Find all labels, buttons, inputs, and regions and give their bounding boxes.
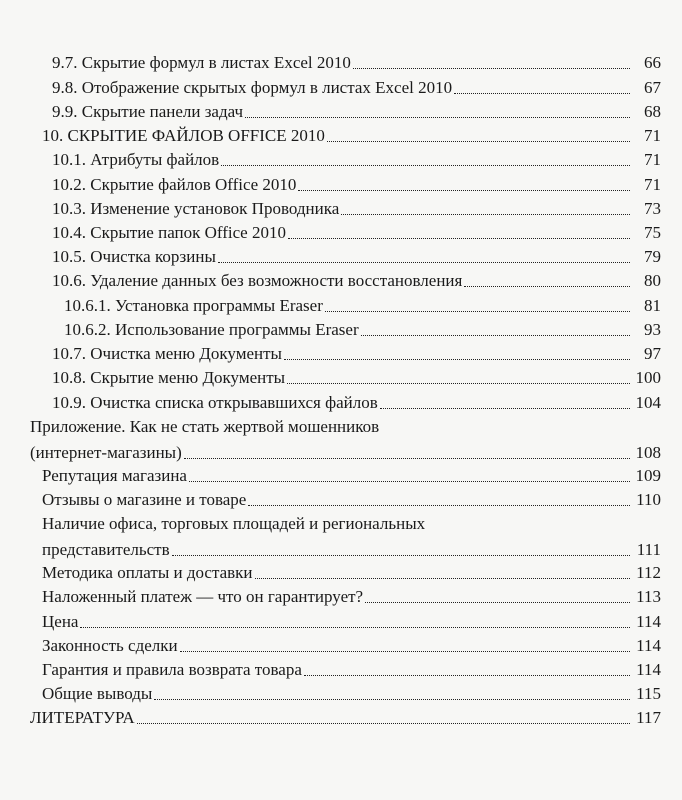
toc-entry <box>42 514 661 560</box>
toc-entry <box>52 102 661 122</box>
dot-leader <box>80 627 630 628</box>
toc-entry-title-continuation: представительств <box>42 540 170 559</box>
dot-leader <box>341 214 630 215</box>
dot-leader <box>172 555 630 556</box>
toc-entry <box>52 175 661 195</box>
toc-entry <box>30 417 661 463</box>
toc-entry <box>52 223 661 243</box>
toc-entry-page: 79 <box>644 247 661 266</box>
toc-entry-title: 9.8. Отображение скрытых формул в листах Excel 2010 <box>52 78 453 97</box>
toc-entry-title: 10.6. Удаление данных без возможности восстановления <box>52 271 463 290</box>
dot-leader <box>184 458 630 459</box>
toc-entry <box>42 466 661 486</box>
toc-entry <box>42 587 661 607</box>
toc-entry-title: 10. СКРЫТИЕ ФАЙЛОВ OFFICE 2010 <box>42 126 325 145</box>
toc-entry-title: 9.9. Скрытие панели задач <box>52 102 244 121</box>
toc-entry-page: 114 <box>636 612 661 631</box>
dot-leader <box>304 675 630 676</box>
toc-entry-title: 10.6.2. Использование программы Eraser <box>64 320 359 339</box>
toc-entry-title-continuation: (интернет-магазины) <box>30 443 182 462</box>
toc-entry-title: 9.7. Скрытие формул в листах Excel 2010 <box>52 53 351 72</box>
toc-entry-page: 73 <box>644 199 661 218</box>
toc-entry-title: Репутация магазина <box>42 466 187 485</box>
toc-entry <box>42 612 661 632</box>
toc-entry-page: 80 <box>644 271 661 290</box>
toc-entry-page: 117 <box>636 708 661 727</box>
toc-entry <box>64 320 661 340</box>
toc-entry-page: 108 <box>635 443 661 462</box>
toc-entry-title: 10.1. Атрибуты файлов <box>52 150 220 169</box>
dot-leader <box>361 335 630 336</box>
dot-leader <box>288 238 630 239</box>
dot-leader <box>218 262 630 263</box>
toc-entry <box>30 708 661 728</box>
toc-entry <box>52 393 661 413</box>
toc-entry <box>42 490 661 510</box>
toc-entry-title: Наложенный платеж — что он гарантирует? <box>42 587 364 606</box>
toc-entry-title: Методика оплаты и доставки <box>42 563 253 582</box>
dot-leader <box>353 68 630 69</box>
dot-leader <box>287 383 630 384</box>
toc-entry-title: Приложение. Как не стать жертвой мошенников <box>30 417 380 436</box>
toc-entry-title: 10.5. Очистка корзины <box>52 247 216 266</box>
toc-entry-page: 111 <box>636 540 661 559</box>
toc-entry-title: Наличие офиса, торговых площадей и региональных <box>42 514 426 533</box>
dot-leader <box>245 117 630 118</box>
toc-entry-page: 104 <box>635 393 661 412</box>
dot-leader <box>325 311 630 312</box>
dot-leader <box>221 165 630 166</box>
toc-entry-page: 115 <box>636 684 661 703</box>
toc-entry-page: 100 <box>635 368 661 387</box>
dot-leader <box>189 481 630 482</box>
toc-entry-title: Общие выводы <box>42 684 153 703</box>
toc-entry-page: 75 <box>644 223 661 242</box>
dot-leader <box>380 408 630 409</box>
toc-entry <box>52 368 661 388</box>
toc-entry <box>42 126 661 146</box>
toc-entry <box>52 344 661 364</box>
toc-entry <box>42 563 661 583</box>
toc-entry-title: 10.4. Скрытие папок Office 2010 <box>52 223 286 242</box>
toc-entry-title: Цена <box>42 612 79 631</box>
toc-entry-page: 68 <box>644 102 661 121</box>
toc-entry-page: 114 <box>636 660 661 679</box>
toc-entry-title: 10.9. Очистка списка открывавшихся файлов <box>52 393 378 412</box>
toc-entry-title: 10.2. Скрытие файлов Office 2010 <box>52 175 297 194</box>
toc-entry-page: 110 <box>636 490 661 509</box>
toc-entry-page: 113 <box>636 587 661 606</box>
toc-entry-page: 67 <box>644 78 661 97</box>
dot-leader <box>327 141 630 142</box>
dot-leader <box>365 602 630 603</box>
toc-entry-title: Отзывы о магазине и товаре <box>42 490 247 509</box>
toc-entry <box>42 636 661 656</box>
toc-entry-title: 10.7. Очистка меню Документы <box>52 344 282 363</box>
toc-entry <box>52 150 661 170</box>
toc-entry-page: 97 <box>644 344 661 363</box>
dot-leader <box>464 286 630 287</box>
toc-entry <box>42 684 661 704</box>
toc-entry-title: 10.6.1. Установка программы Eraser <box>64 296 323 315</box>
toc-entry-page: 71 <box>644 175 661 194</box>
toc-entry-page: 81 <box>644 296 661 315</box>
toc-entry-page: 71 <box>644 150 661 169</box>
toc-entry-title: Законность сделки <box>42 636 178 655</box>
toc-entry-page: 114 <box>636 636 661 655</box>
dot-leader <box>137 723 630 724</box>
dot-leader <box>180 651 630 652</box>
toc-entry-page: 71 <box>644 126 661 145</box>
toc-entry <box>64 296 661 316</box>
dot-leader <box>284 359 630 360</box>
toc-entry-title: ЛИТЕРАТУРА <box>30 708 135 727</box>
toc-entry-title: Гарантия и правила возврата товара <box>42 660 302 679</box>
dot-leader <box>298 190 630 191</box>
toc-entry-page: 112 <box>636 563 661 582</box>
toc-entry <box>52 247 661 267</box>
toc-entry <box>42 660 661 680</box>
toc-entry-page: 109 <box>635 466 661 485</box>
dot-leader <box>248 505 630 506</box>
toc-entry-title: 10.8. Скрытие меню Документы <box>52 368 286 387</box>
dot-leader <box>454 93 630 94</box>
toc-entry <box>52 199 661 219</box>
toc-entry <box>52 53 661 73</box>
toc-entry-page: 93 <box>644 320 661 339</box>
dot-leader <box>255 578 630 579</box>
toc-entry <box>52 78 661 98</box>
dot-leader <box>154 699 630 700</box>
toc-entry-title: 10.3. Изменение установок Проводника <box>52 199 340 218</box>
toc-entry-page: 66 <box>644 53 661 72</box>
toc-entry <box>52 271 661 291</box>
